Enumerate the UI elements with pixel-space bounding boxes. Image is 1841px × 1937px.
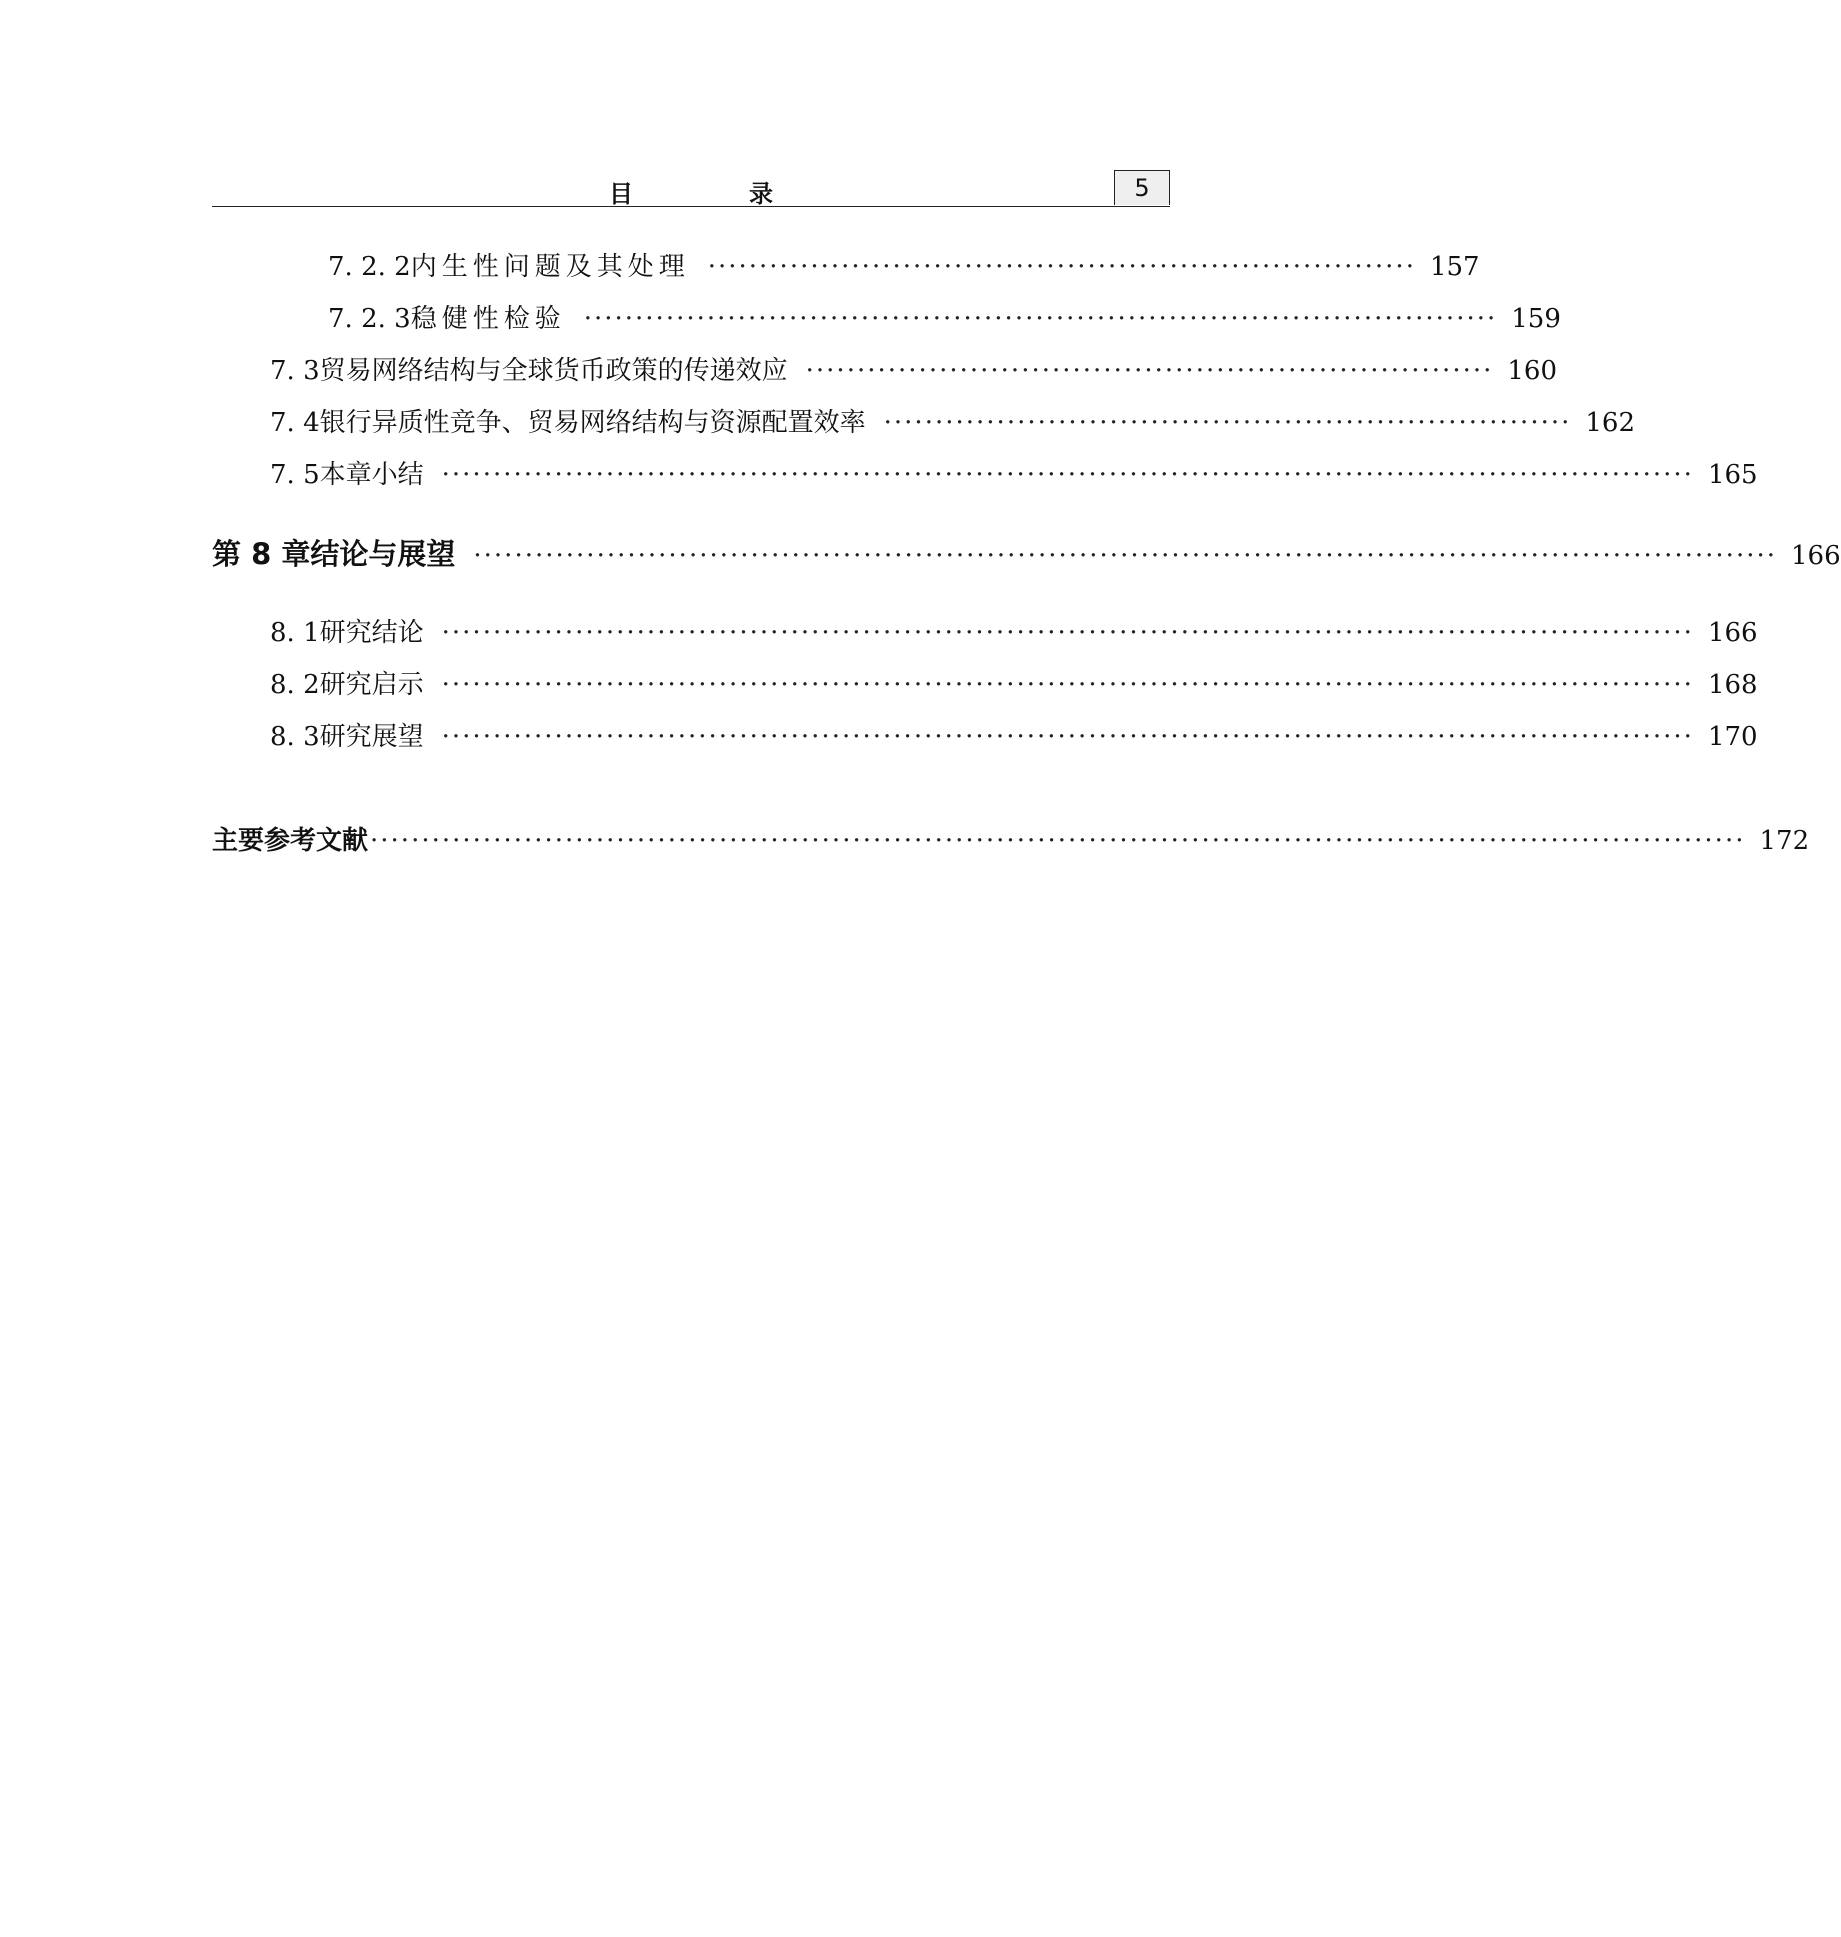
references-title: 主要参考文献 xyxy=(212,826,369,856)
entry-title: 内生性问题及其处理 xyxy=(410,252,690,282)
dot-leader: ·························································································································· xyxy=(441,722,1694,752)
entry-number: 8. 2 xyxy=(270,670,320,700)
entry-page: 159 xyxy=(1511,304,1561,334)
entry-title: 银行异质性竞争、贸易网络结构与资源配置效率 xyxy=(319,408,866,438)
dot-leader: ·························································································································· xyxy=(441,670,1694,700)
chapter-number: 第 8 章 xyxy=(212,537,311,571)
entry-page: 157 xyxy=(1429,252,1480,282)
toc-entry-8-1[interactable] xyxy=(270,612,1758,649)
entry-page: 166 xyxy=(1707,618,1758,648)
toc-references[interactable] xyxy=(212,820,1810,857)
dot-leader: ····································································· xyxy=(707,252,1416,282)
entry-page: 172 xyxy=(1759,826,1810,856)
toc-entry-7-2-2[interactable] xyxy=(328,246,1480,283)
toc-entry-8-3[interactable] xyxy=(270,716,1758,753)
entry-number: 7. 2. 3 xyxy=(328,304,411,334)
entry-number: 8. 1 xyxy=(270,618,320,648)
entry-page: 160 xyxy=(1507,356,1558,386)
dot-leader: ······························································································································· xyxy=(473,541,1778,571)
entry-page: 170 xyxy=(1707,722,1758,752)
toc-chapter-8[interactable] xyxy=(212,532,1841,573)
entry-number: 7. 4 xyxy=(270,408,320,438)
entry-title: 研究结论 xyxy=(319,618,424,648)
entry-number: 7. 3 xyxy=(270,356,320,386)
entry-title: 稳健性检验 xyxy=(410,304,566,334)
dot-leader: ·························································································································· xyxy=(441,618,1694,648)
dot-leader: ······································································································································ xyxy=(370,826,1746,856)
dot-leader: ··································································· xyxy=(805,356,1494,386)
entry-title: 研究启示 xyxy=(319,670,424,700)
toc-entry-7-2-3[interactable] xyxy=(328,298,1561,335)
entry-number: 7. 5 xyxy=(270,460,320,490)
page-number-box: 5 xyxy=(1114,170,1170,205)
toc-entry-7-3[interactable] xyxy=(270,350,1558,387)
header-title: 目 录 xyxy=(609,180,819,208)
entry-page: 168 xyxy=(1707,670,1758,700)
toc-entry-7-4[interactable] xyxy=(270,402,1636,439)
toc-entry-8-2[interactable] xyxy=(270,664,1758,701)
running-header xyxy=(212,168,1170,207)
entry-number: 7. 2. 2 xyxy=(328,252,411,282)
dot-leader: ··································································· xyxy=(883,408,1572,438)
entry-page: 165 xyxy=(1707,460,1758,490)
entry-page: 166 xyxy=(1791,541,1841,571)
entry-title: 本章小结 xyxy=(319,460,424,490)
dot-leader: ·························································································································· xyxy=(441,460,1694,490)
toc-entry-7-5[interactable] xyxy=(270,454,1758,491)
chapter-title: 结论与展望 xyxy=(310,537,456,571)
entry-page: 162 xyxy=(1585,408,1636,438)
dot-leader: ························································································· xyxy=(583,304,1498,334)
entry-title: 研究展望 xyxy=(319,722,424,752)
entry-title: 贸易网络结构与全球货币政策的传递效应 xyxy=(319,356,788,386)
entry-number: 8. 3 xyxy=(270,722,320,752)
